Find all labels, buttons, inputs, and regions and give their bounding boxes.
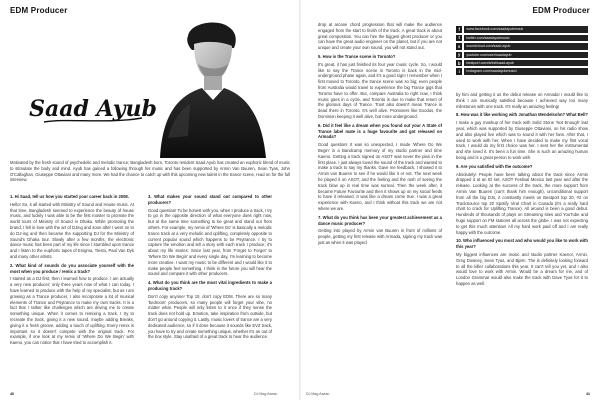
social-links-box [456,26,588,76]
social-link-beatport[interactable] [456,60,588,67]
right-footer [586,392,590,396]
soundcloud-icon: s [456,43,462,49]
social-link-label: www.facebook.com/saadayubmusic [464,26,588,32]
question-3: 3. What makes your sound stand out compared to other producers? [148,194,272,205]
answer-6: Good question! It was so unexpected, I made 'Where Do We Begin' in a Bandcamp memory of my studio partner and time Kaeno. Getting a track signed on ASOT was never the plan in the first place. I just always loved the sound of the track and wanted to make a track to say my thanks. Gave me feedback, I showed it to Armin van Buuren to see if he would like it or not. The next week he played it on ASOT, and the feeling and the rush of seeing the track blow up in real time was surreal. Then the week after, it became Future Favourite and then it shows up on my social feeds to have it released. It was like a dream come true. I was a great experience with Kaeno, and I think without this track we are not where we are. [318,142,442,211]
answer-2: I started as a DJ first, then I learned how to produce. I am actually a very new producer; only three years now of what I can today. I have learned to produce with the help of my specialist, but as I am growing as a Trance producer, I also incorporate a lot of musical elements of Trance and Psytrance to make my own tracks. It is a fact that I rather like challenges which are driving me to create something unique. When it comes to remixing a track, I try to recreate the track, giving it a new sound, maybe adding Breaks, giving it a fresh groove, adding a touch of uplifting. Every remix is important so it doesn't compete with the original track. For example, if one look at my remix of 'Where Do We Begin' with Kaeno, you can notice that I have tried to accomplish it. [10,276,134,346]
social-link-label: youtube.com/user/saadayub [464,52,588,58]
answer-7-continued: by him and getting it as the debut release on Armada! I would like to think I am musically satisfied because I achieved way too many milestones with one track. It's really an amazing feeling! [456,92,588,109]
beatport-icon: b [457,60,461,66]
twitter-icon: t [456,35,462,41]
social-link-facebook[interactable] [456,26,588,33]
left-column-2 [148,194,272,343]
question-9: 9. Are you satisfied with the outcome? [456,163,533,169]
answer-8: I make a guy mashup of her track with Solid Stone 'Not Enough' last year, which was supported by Giuseppe Ottaviani, on his radio show and also played live which was to sound it with her fans. After that, I used to work with her. When I have decided to make my first vocal track, I would do my first choice was her. I sent her the instrumental and she loved it. It's been a fun time. She is such an amazing human being and is a great person to work with. [456,120,588,160]
social-link-soundcloud[interactable] [456,43,588,50]
answer-4: Don't copy anyone! Top 10, don't copy EDM. There are so many 'bedroom' producers, so many people will forget your vibe, no matter what. People will only listen to it once if they sense the track does not hold up. Emotion, take inspiration from outside, but don't go around copying it. Lastly, music lovers of trance are a very dedicated audience, so if it done because it sounds like EVZ track, you have to try and create something unique, whether it's an out of the box style. Stay unafraid of a great track to hear the audience. [148,293,272,340]
social-link-youtube[interactable] [456,51,588,58]
svg-text:Saad Ayub: Saad Ayub [29,96,157,122]
left-page-number: 40 [10,392,14,396]
youtube-icon: y [456,52,462,58]
left-column-1 [10,194,134,349]
left-footer-mag [254,392,277,396]
answer-4-continued: drop at arcane chord progression that will make the audience engaged from the start to finish of the track. A great track is about great composition. You can hire the biggest ghost producer or you can have the great audio engineer on the planet, but if you are not unique and create your own sound, you will not stand out. [318,22,442,51]
answer-1: Hello! So, it all started with Ministry of Sound and House music. At that time, Bangladesh seemed to experience the beauty of house music, and luckily I was able to be the first rooster to promote the world tours of Ministry of Sound in Dhaka. While promoting the brand, I fell in love with the art of DJing and soon after I went on to do DJ-ing and then became the supporting DJ for the Ministry of Sound's Dhaka tour. Slowly after a few months, the electronic dance music has been part of my life since I stumbled upon trance and I listen to the euphoric tapes of Enigma, Tiesto, Paul Van Dyk and many other artists. [10,201,134,259]
social-link-label: beatport.com/artist/saad-ayub [464,60,588,66]
left-page-header: EDM Producer [10,6,68,15]
facebook-icon: f [456,26,462,32]
left-magazine-name: DJ Mag Asean [254,392,278,396]
right-page [300,0,600,400]
question-1: 1. Hi Saad, tell us how you started your career back in 2008. [10,194,129,199]
question-6: 6. Did it feel like a dream when you found out your A State of Trance label mate is a huge favourite and got released on Armada? [318,122,442,140]
instagram-icon: i [456,68,462,74]
artist-signature-logo [29,88,157,128]
right-column-1 [318,22,442,249]
answer-10: My biggest influences are music and studio partner Kaeno!, Armin, Greg Downey, Sean Tyas, and Bjørn. The is definitely looking forward to all the killer collaborations this year. It can't tell you yet, and I also would love to work with Armin. Would be a dream for me, and of London Grammar would also make the track with Dave Tyas for it to happen as well. [456,251,588,286]
intro-paragraph: Motivated by the fresh sound of psychedelic and melodic trance; Bangladesh born, Toronto resident Saad Ayub has created an euphoric blend of music to stimulate the body and mind. Ayub has gained a following through his music and has been supported by Armin Van Buuren, Sean Tyas, John O'Callaghan, Giuseppe Ottaviani and many more. We had the chance to catch up with this upcoming new talent in the trance scene, read on for the full interview. [10,160,290,183]
question-2: 2. What kind of sounds do you associate yourself with the most when you produce / remix a track? [10,262,134,274]
right-page-header: EDM Producer [532,6,590,15]
answer-3: Good question! To be honest with you, when I produce a track, I try to go in the opposite direction of what everyone does right now, but at the same time something to be great and stand out from others. For example, my remix of 'Where Do' is basically a melodic trance track at a very melodic and uplifting, completely opposite to current popular sound which happens to be Psytrance. I try to capture the emotion and tell a story with each track I produce; it's about my life stories. Since last year, from 'Forget to Forget' to 'Where Do We Begin' and every single day, I'm learning to become more creative. I want my music to be different and I would like it to make people feel something. I think in the future you will hear the sound and compare it with other producers. [148,207,272,277]
answer-9: Absolutely! People have been talking about the track since Armin dropped it at an ID set, ASOT Festival Mexico last year and after the release. Looking at the success of the track, the more support from Armin Van Buuren (can't thank him enough), unconditional support from all the big DJs, it constantly meets on Beatport top 20, #2 on TrackSource top 20 Spotify Viral Chart in Canada (it's a really hard chart to crack for Uplifting Trance). All around is been a good debut. Hundreds of thousands of plays on Streaming sites and YouTube and huge support on FM stations all across the globe. I was not expecting to get this much attention! All my hard work paid off and I am really happy with the outcome. [456,171,588,235]
question-10: 10. Who influenced you most and who would you like to work with this year? [456,238,588,250]
social-link-instagram[interactable] [456,68,588,75]
left-footer [10,392,14,396]
right-page-number: 41 [586,392,590,396]
right-footer-mag [306,392,329,396]
social-link-twitter[interactable] [456,34,588,41]
answer-7: Getting into played by Armin van Buuren in front of millions of people, getting my first release with Armada, signing my track was just as when it was played [318,228,442,245]
question-8: 8. How was it like working with Jonathan Mendelsohn? What Bell? [456,112,588,118]
social-link-label: instagram.com/saadayubmusic/ [464,68,588,74]
artist-portrait [150,18,270,158]
right-column-2 [456,92,588,290]
question-7: 7. What do you think has been your greatest achievement as a dance music producer? [318,214,442,226]
answer-5: It's great, it has just finished its four year music cycle. So, I would like to say the Trance scene in Toronto is back in the mid-underground phase again, and it's a good sign! I remember when I first moved to Toronto, the trance scene was so big; even people from Australia would travel to experience the big Trance gigs that Toronto have to offer. But, compare Australia to right now, I think music goes in a cycle, and Toronto is due to make that return of the glorious days of Trance. Trust also doesn't mean Trance is dead there in Toronto. It's well alive. Promoters like Exodus, the Dominion keeping it well alive, but more underground. [318,61,442,119]
right-magazine-name: DJ Mag Asean [306,392,330,396]
social-link-label: soundcloud.com/saad-ayub [464,43,588,49]
social-link-label: twitter.com/saadayubmusic [464,35,588,41]
question-4: 4. What do you think are the most vital ingredients to make a producing track? [148,280,272,291]
question-5: 5. How is the Trance scene in Toronto? [318,53,396,59]
hero-section [0,18,300,158]
